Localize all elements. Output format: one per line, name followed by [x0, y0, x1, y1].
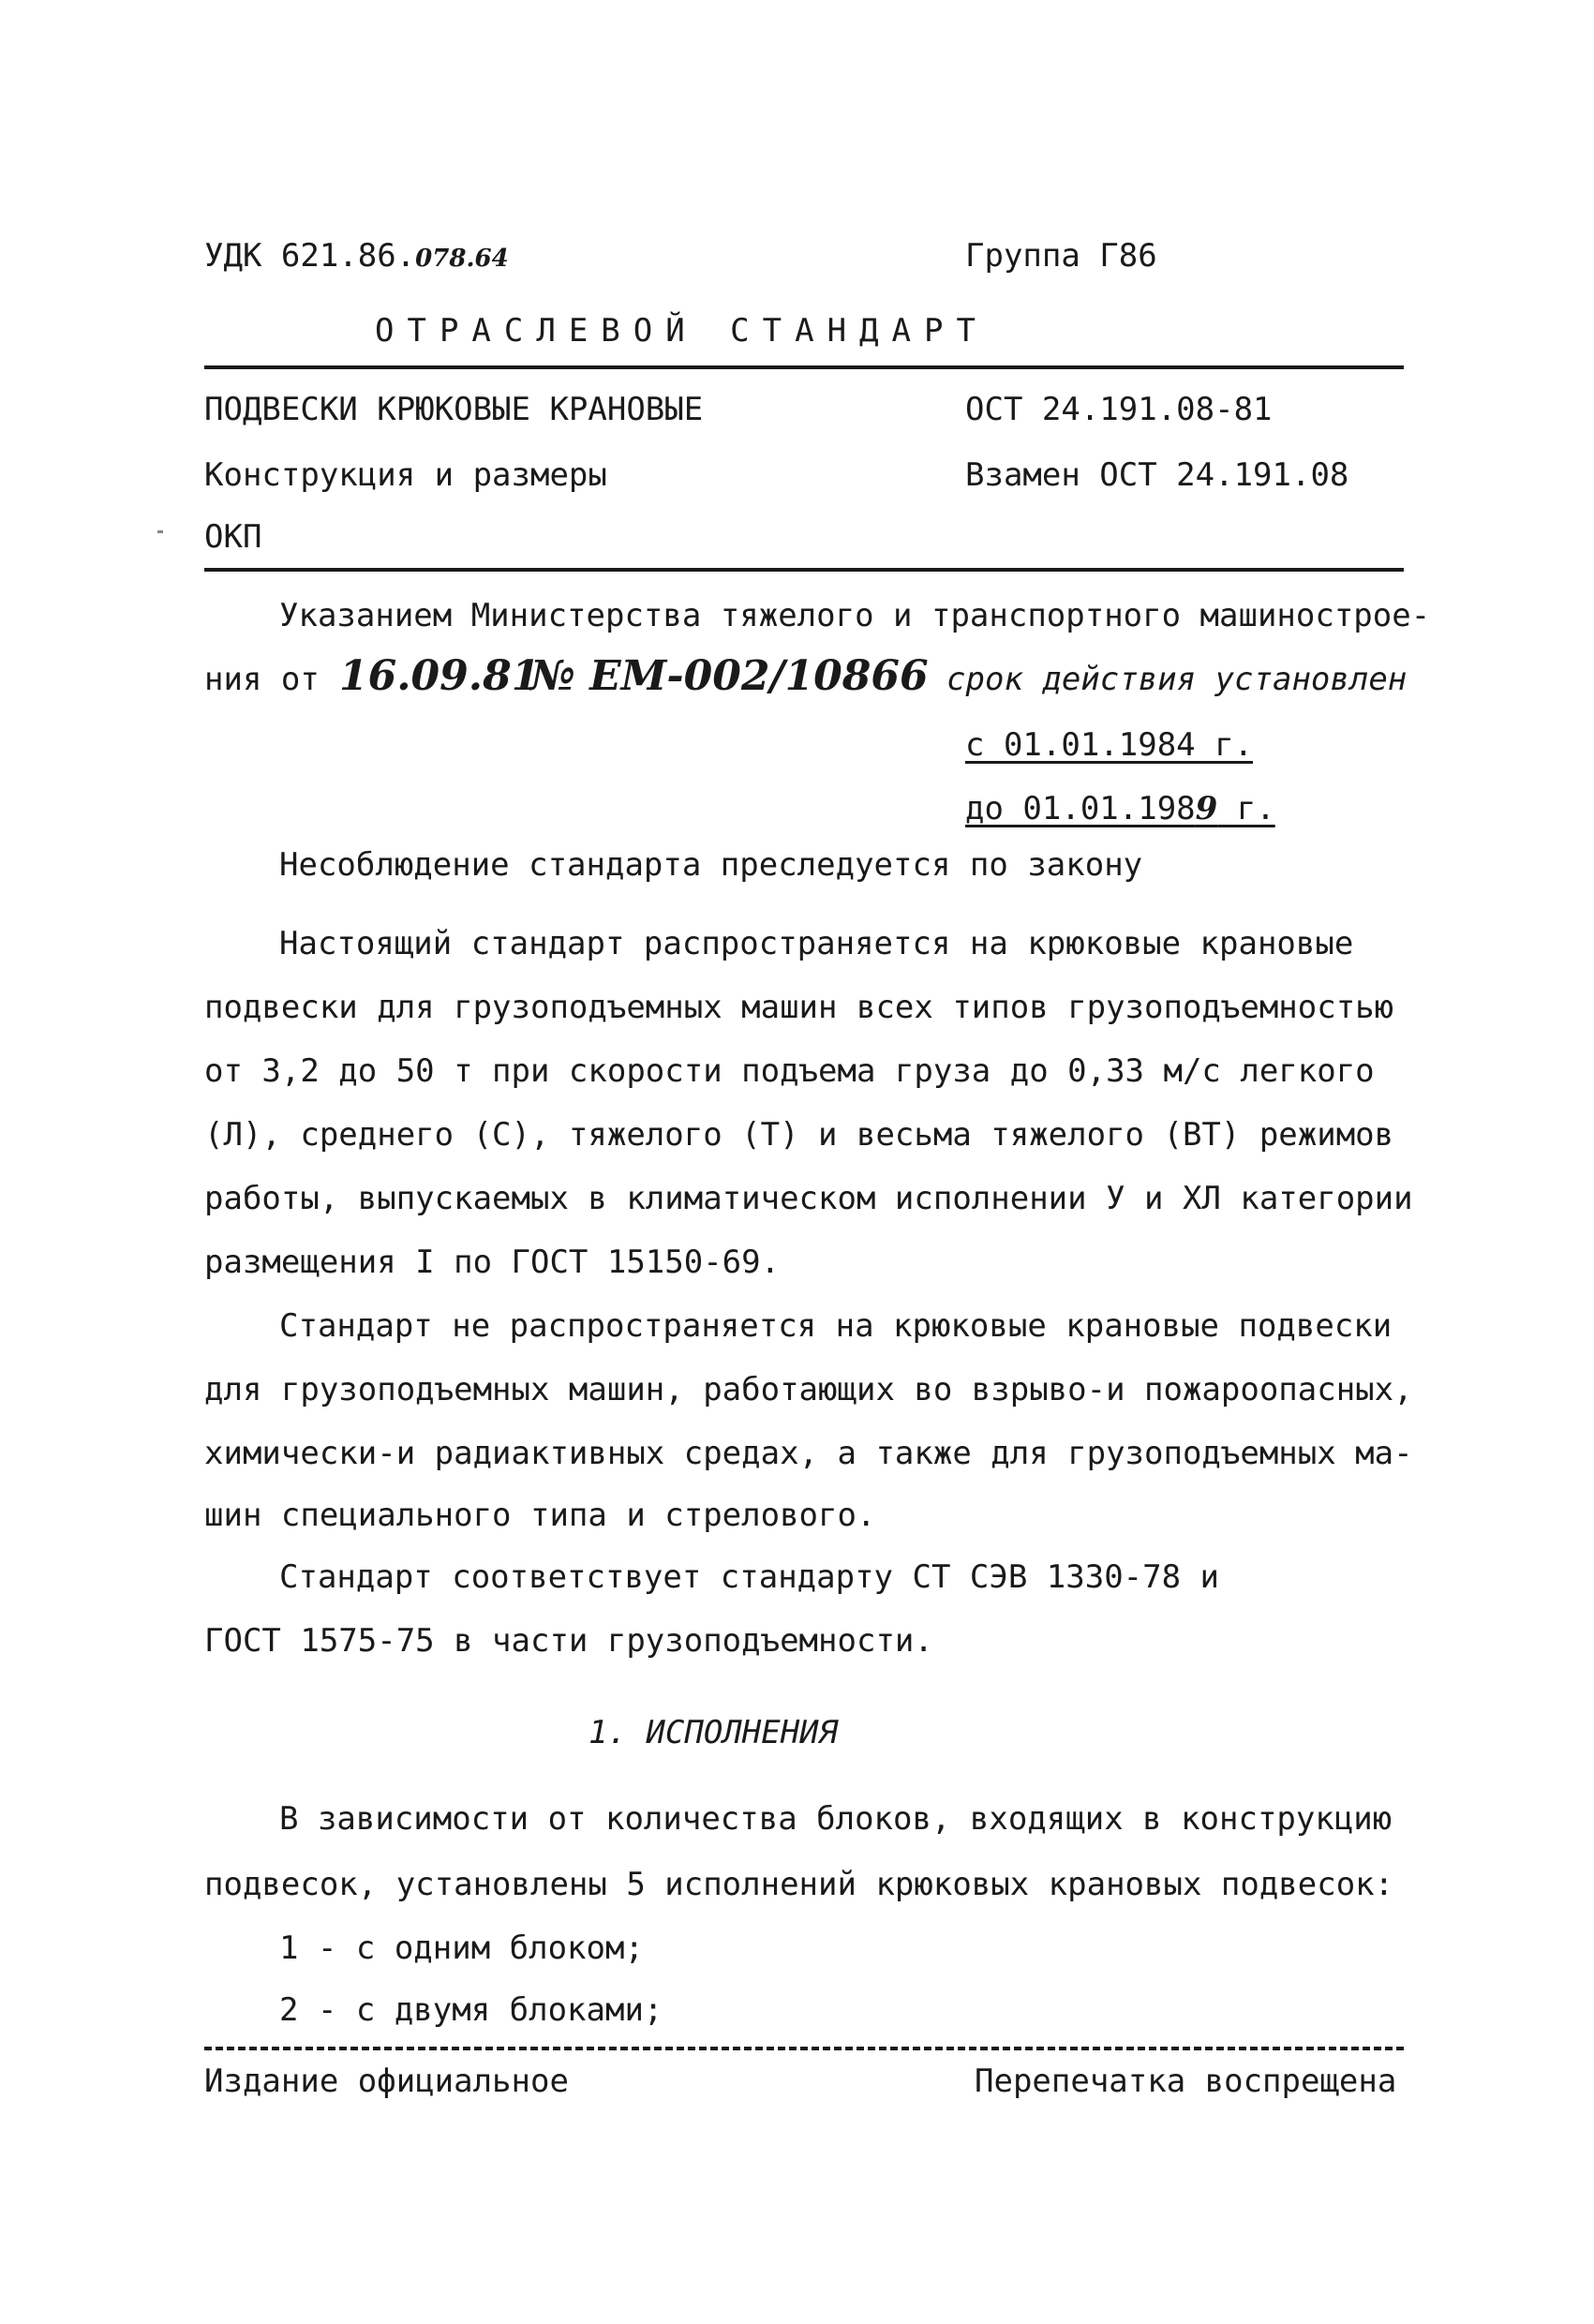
paragraph-2-line-2: для грузоподъемных машин, работающих во взрыво-и пожароопасных, [204, 1371, 1413, 1408]
paragraph-4-line-1: В зависимости от количества блоков, входящих в конструкцию [279, 1800, 1393, 1838]
paragraph-3-line-2: ГОСТ 1575-75 в части грузоподъемности. [204, 1622, 933, 1660]
validity-label: срок действия установлен [946, 661, 1408, 698]
section-heading: 1. ИСПОЛНЕНИЯ [588, 1714, 839, 1751]
replaces-standard: Взамен ОСТ 24.191.08 [965, 456, 1349, 494]
standard-number: ОСТ 24.191.08-81 [965, 391, 1273, 428]
okp-label: ОКП [204, 518, 262, 556]
decree-line-2-prefix: ния от [204, 661, 320, 698]
penalty-notice: Несоблюдение стандарта преследуется по закону [279, 846, 1143, 884]
validity-to-suffix: г. [1217, 790, 1275, 827]
decree-number-handwritten: № ЕМ-002/10866 [530, 652, 929, 700]
validity-to-date: до 01.01.198 [965, 790, 1196, 827]
document-banner: ОТРАСЛЕВОЙ СТАНДАРТ [375, 312, 989, 350]
paragraph-1-line-3: от 3,2 до 50 т при скорости подъема груза до 0,33 м/с легкого [204, 1052, 1375, 1090]
footer-reprint-note: Перепечатка воспрещена [975, 2063, 1397, 2100]
document-title: ПОДВЕСКИ КРЮКОВЫЕ КРАНОВЫЕ [204, 391, 704, 428]
list-item-1: 1 - с одним блоком; [279, 1929, 644, 1967]
paragraph-2-line-4: шин специального типа и стрелового. [204, 1497, 876, 1534]
footer-rule [204, 2047, 1404, 2050]
udk-handwritten-suffix: 078.64 [415, 245, 509, 273]
validity-from: с 01.01.1984 г. [965, 726, 1254, 764]
scan-speck [157, 530, 163, 533]
validity-to [965, 790, 1275, 827]
paragraph-4-line-2: подвесок, установлены 5 исполнений крюковых крановых подвесок: [204, 1866, 1394, 1903]
list-item-2: 2 - с двумя блоками; [279, 1991, 663, 2029]
paragraph-1-line-1: Настоящий стандарт распространяется на крюковые крановые [279, 925, 1354, 962]
udk-code [204, 237, 509, 275]
paragraph-1-line-2: подвески для грузоподъемных машин всех типов грузоподъемностью [204, 989, 1394, 1026]
decree-date-handwritten: 16.09.81 [339, 652, 541, 700]
paragraph-3-line-1: Стандарт соответствует стандарту СТ СЭВ 1330-78 и [279, 1558, 1220, 1596]
validity-to-handwritten-digit: 9 [1195, 790, 1218, 827]
paragraph-1-line-6: размещения I по ГОСТ 15150-69. [204, 1244, 781, 1281]
paragraph-1-line-4: (Л), среднего (С), тяжелого (Т) и весьма тяжелого (ВТ) режимов [204, 1116, 1394, 1154]
header-rule [204, 365, 1404, 369]
footer-edition-note: Издание официальное [204, 2063, 569, 2100]
titleblock-rule [204, 568, 1404, 572]
decree-line-1: Указанием Министерства тяжелого и транспортного машинострое- [279, 597, 1431, 634]
document-subtitle: Конструкция и размеры [204, 456, 607, 494]
paragraph-2-line-1: Стандарт не распространяется на крюковые крановые подвески [279, 1307, 1393, 1345]
paragraph-1-line-5: работы, выпускаемых в климатическом исполнении У и ХЛ категории [204, 1180, 1413, 1217]
udk-label: УДК 621.86. [204, 237, 416, 275]
paragraph-2-line-3: химически-и радиактивных средах, а также для грузоподъемных ма- [204, 1435, 1413, 1472]
group-code: Группа Г86 [965, 237, 1157, 275]
